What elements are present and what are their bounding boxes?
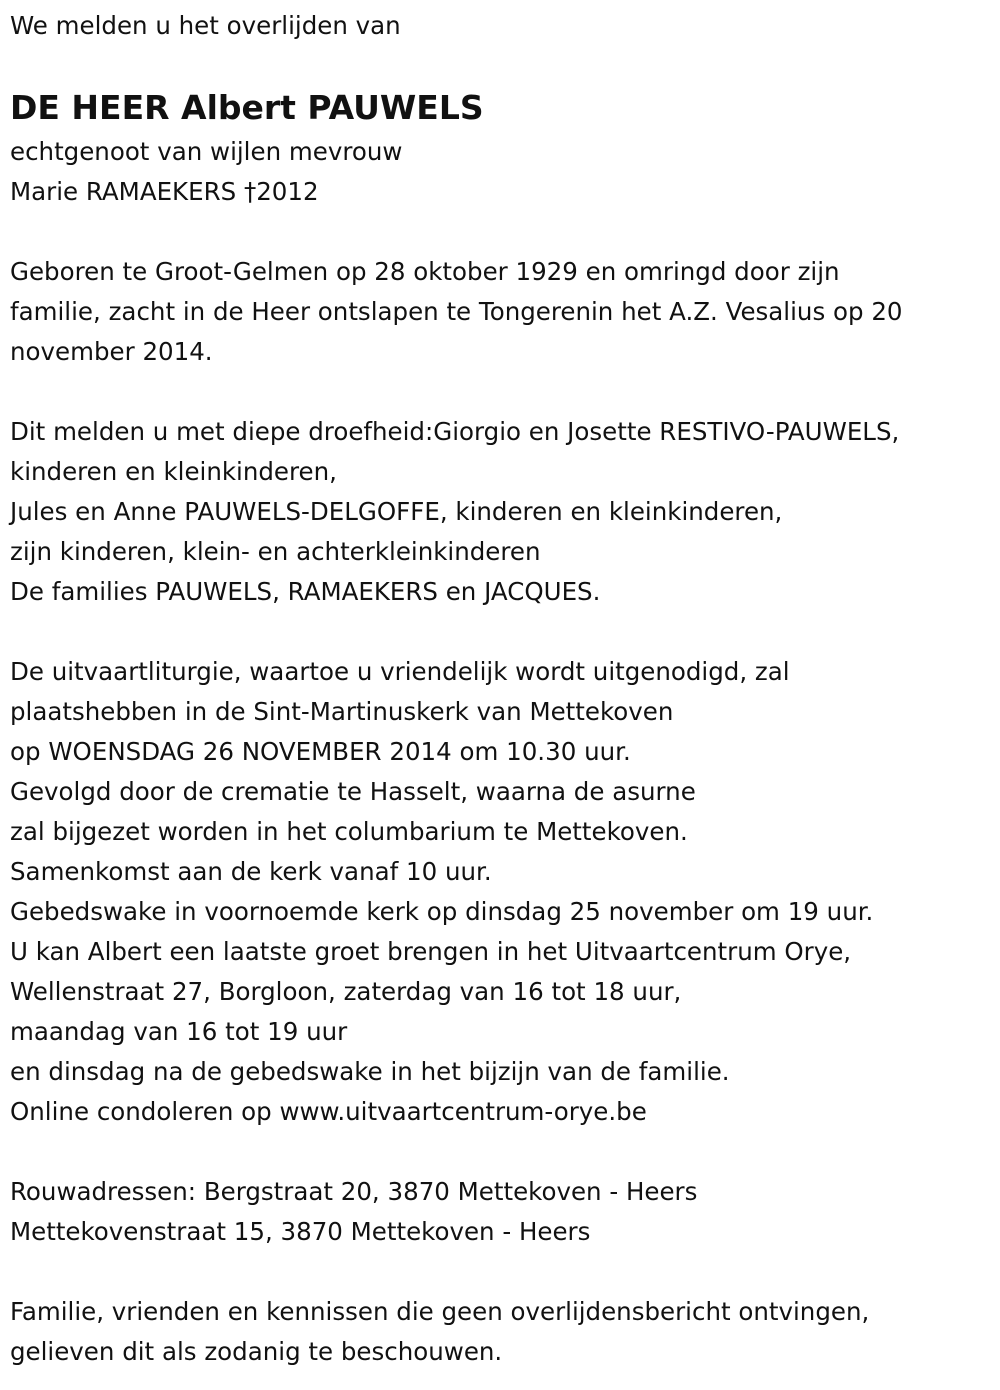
condolence-link-line: Online condoleren op www.uitvaartcentrum-orye.be: [10, 1097, 647, 1126]
funeral-line: Wellenstraat 27, Borgloon, zaterdag van 16 tot 18 uur,: [10, 977, 682, 1006]
funeral-line: Gebedswake in voornoemde kerk op dinsdag 25 november om 19 uur.: [10, 897, 874, 926]
funeral-line: maandag van 16 tot 19 uur: [10, 1017, 348, 1046]
obituary-document: [10, 0, 995, 1372]
closing-section: [10, 1292, 995, 1372]
funeral-line: plaatshebben in de Sint-Martinuskerk van Mettekoven: [10, 697, 674, 726]
spouse-section: [10, 132, 995, 212]
spacer: [10, 212, 995, 252]
spouse-line: Marie RAMAEKERS †2012: [10, 177, 319, 206]
birth-death-line: familie, zacht in de Heer ontslapen te Tongerenin het A.Z. Vesalius op 20: [10, 297, 903, 326]
funeral-line: Gevolgd door de crematie te Hasselt, waarna de asurne: [10, 777, 696, 806]
mourners-line: Jules en Anne PAUWELS-DELGOFFE, kinderen en kleinkinderen,: [10, 497, 783, 526]
address-line: Mettekovenstraat 15, 3870 Mettekoven - Heers: [10, 1217, 591, 1246]
spacer: [10, 1252, 995, 1292]
mourners-section: [10, 412, 995, 612]
spacer: [10, 612, 995, 652]
addresses-section: [10, 1172, 995, 1252]
funeral-line: U kan Albert een laatste groet brengen in het Uitvaartcentrum Orye,: [10, 937, 852, 966]
mourners-line: Dit melden u met diepe droefheid:Giorgio en Josette RESTIVO-PAUWELS,: [10, 417, 900, 446]
address-line: Rouwadressen: Bergstraat 20, 3870 Mettekoven - Heers: [10, 1177, 698, 1206]
funeral-line: zal bijgezet worden in het columbarium te Mettekoven.: [10, 817, 688, 846]
spacer: [10, 1132, 995, 1172]
intro-text: We melden u het overlijden van: [10, 11, 401, 40]
spouse-line: echtgenoot van wijlen mevrouw: [10, 137, 403, 166]
funeral-line: en dinsdag na de gebedswake in het bijzijn van de familie.: [10, 1057, 730, 1086]
deceased-name: DE HEER Albert PAUWELS: [10, 88, 484, 127]
mourners-line: De families PAUWELS, RAMAEKERS en JACQUES.: [10, 577, 601, 606]
mourners-line: kinderen en kleinkinderen,: [10, 457, 337, 486]
funeral-line: op WOENSDAG 26 NOVEMBER 2014 om 10.30 uur.: [10, 737, 631, 766]
birth-death-line: november 2014.: [10, 337, 213, 366]
closing-line: gelieven dit als zodanig te beschouwen.: [10, 1337, 503, 1366]
funeral-section: [10, 652, 995, 1132]
birth-death-line: Geboren te Groot-Gelmen op 28 oktober 1929 en omringd door zijn: [10, 257, 840, 286]
mourners-line: zijn kinderen, klein- en achterkleinkinderen: [10, 537, 541, 566]
birth-death-section: [10, 252, 995, 372]
closing-line: Familie, vrienden en kennissen die geen overlijdensbericht ontvingen,: [10, 1297, 870, 1326]
spacer: [10, 372, 995, 412]
funeral-line: De uitvaartliturgie, waartoe u vriendelijk wordt uitgenodigd, zal: [10, 657, 790, 686]
funeral-line: Samenkomst aan de kerk vanaf 10 uur.: [10, 857, 492, 886]
